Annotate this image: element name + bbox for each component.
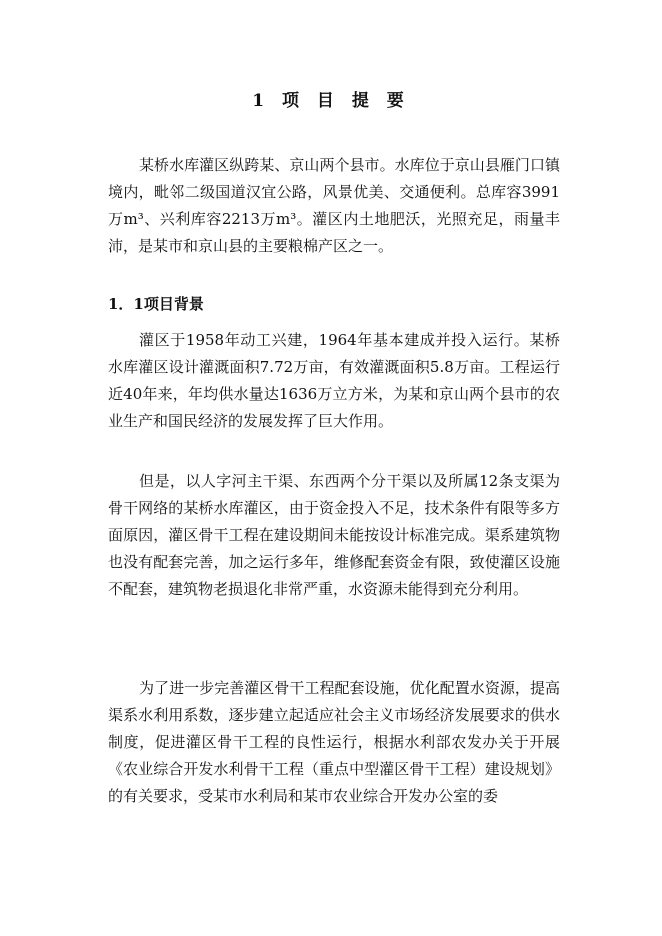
background-paragraph-3: 为了进一步完善灌区骨干工程配套设施，优化配置水资源，提高渠系水利用系数，逐步建立起适应社会主义市场经济发展要求的供水制度，促进灌区骨干工程的良性运行，根据水利部农发办关于开展《农业综合开发水利骨干工程（重点中型灌区骨干工程）建设规划》的有关要求，受某市水利局和某市农业综合开发办公室的委 xyxy=(108,679,560,805)
section-heading: 1．1项目背景 xyxy=(108,295,204,313)
intro-paragraph: 某桥水库灌区纵跨某、京山两个县市。水库位于京山县雁门口镇境内，毗邻二级国道汉宜公路，风景优美、交通便利。总库容3991万m³、兴利库容2213万m³。灌区内土地肥沃，光照充足，雨量丰沛，是某市和京山县的主要粮棉产区之一。 xyxy=(108,156,560,255)
background-paragraph-2: 但是，以人字河主干渠、东西两个分干渠以及所属12条支渠为骨干网络的某桥水库灌区，由于资金投入不足，技术条件有限等多方面原因，灌区骨干工程在建设期间未能按设计标准完成。渠系建筑物也没有配套完善，加之运行多年，维修配套资金有限，致使灌区设施不配套，建筑物老损退化非常严重，水资源未能得到充分利用。 xyxy=(108,472,560,598)
document-title: 1 项 目 提 要 xyxy=(252,91,410,111)
background-paragraph-1: 灌区于1958年动工兴建，1964年基本建成并投入运行。某桥水库灌区设计灌溉面积7.72万亩，有效灌溉面积5.8万亩。工程运行近40年来，年均供水量达1636万立方米，为某和京山两个县市的农业生产和国民经济的发展发挥了巨大作用。 xyxy=(108,331,560,430)
